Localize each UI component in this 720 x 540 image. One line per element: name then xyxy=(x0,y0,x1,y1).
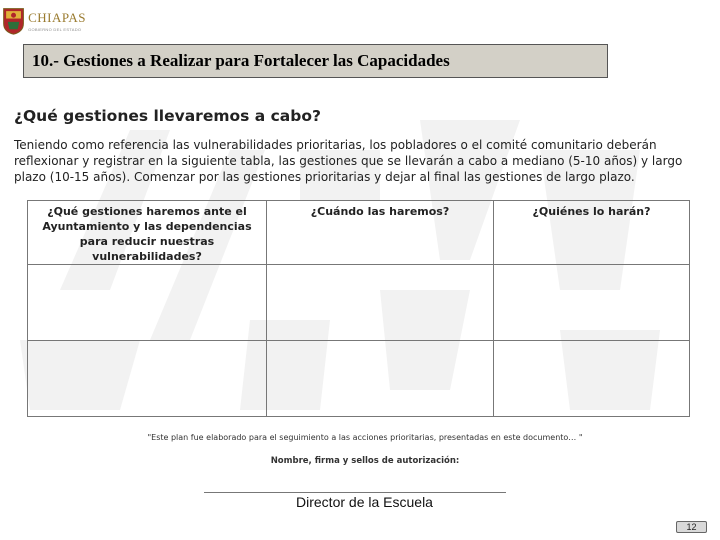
title-banner xyxy=(23,44,608,78)
instructions-line: plazo (10-15 años). Comenzar por las gestiones prioritarias y dejar al final las gestiones de largo plazo. xyxy=(14,170,635,184)
signature-prompt: Nombre, firma y sellos de autorización: xyxy=(270,456,460,466)
footer-quote: "Este plan fue elaborado para el seguimiento a las acciones prioritarias, presentadas en este documento… " xyxy=(147,433,583,442)
table-header-row xyxy=(28,201,690,265)
page-number: 12 xyxy=(676,521,707,533)
header-who: ¿Quiénes lo harán? xyxy=(494,201,690,265)
management-plan-table xyxy=(27,200,690,417)
table-cell xyxy=(28,341,267,417)
logo-subtitle: GOBIERNO DEL ESTADO xyxy=(28,26,82,32)
table-cell xyxy=(494,265,690,341)
table-cell xyxy=(267,265,494,341)
table-cell xyxy=(267,341,494,417)
instructions-line: Teniendo como referencia las vulnerabilidades prioritarias, los pobladores o el comité comunitario deberán xyxy=(14,138,657,152)
state-seal-icon xyxy=(2,4,25,38)
table-row xyxy=(28,341,690,417)
instructions-line: reflexionar y registrar en la siguiente tabla, las gestiones que se llevarán a cabo a mediano (5-10 años) y largo xyxy=(14,154,683,168)
table-row xyxy=(28,265,690,341)
chiapas-logo xyxy=(2,2,86,40)
table-cell xyxy=(494,341,690,417)
header-what-actions: ¿Qué gestiones haremos ante el Ayuntamiento y las dependencias para reducir nuestras vulnerabilidades? xyxy=(28,201,267,265)
question-heading: ¿Qué gestiones llevaremos a cabo? xyxy=(14,107,322,125)
slide-title: 10.- Gestiones a Realizar para Fortalecer las Capacidades xyxy=(32,51,450,70)
instructions-paragraph xyxy=(14,137,684,185)
table-cell xyxy=(28,265,267,341)
header-when: ¿Cuándo las haremos? xyxy=(267,201,494,265)
logo-name: CHIAPAS xyxy=(28,9,86,25)
signature-line xyxy=(204,492,506,493)
signatory-title: Director de la Escuela xyxy=(296,494,433,510)
